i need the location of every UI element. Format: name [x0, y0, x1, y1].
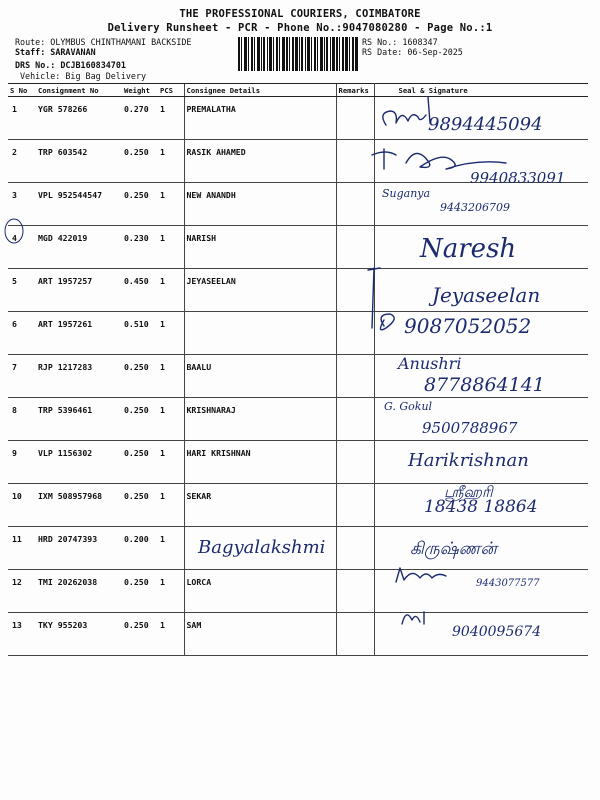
cell-weight: 0.200 [122, 527, 158, 570]
cell-consignee: PREMALATHA [184, 97, 336, 140]
cell-sno: 9 [8, 441, 36, 484]
table-row [8, 441, 588, 484]
cell-pcs: 1 [158, 484, 184, 527]
name-row3: Suganya [382, 187, 431, 200]
cell-pcs: 1 [158, 570, 184, 613]
cell-sno: 4 [8, 226, 36, 269]
table-row [8, 183, 588, 226]
cell-weight: 0.250 [122, 140, 158, 183]
cell-remarks [336, 269, 374, 312]
name-row5: Jeyaseelan [432, 283, 541, 307]
name-row7: Anushri [398, 354, 462, 373]
cell-seal-signature [374, 484, 588, 527]
cell-pcs: 1 [158, 527, 184, 570]
cell-remarks [336, 484, 374, 527]
cell-consignee: NEW ANANDH [184, 183, 336, 226]
cell-seal-signature [374, 97, 588, 140]
table-row [8, 570, 588, 613]
cell-sno: 6 [8, 312, 36, 355]
rs-number: RS No.: 1608347 [362, 37, 438, 47]
cell-consignment-no: VPL 952544547 [36, 183, 122, 226]
cell-seal-signature [374, 613, 588, 656]
cell-consignee: NARISH [184, 226, 336, 269]
cell-seal-signature [374, 312, 588, 355]
table-row [8, 140, 588, 183]
table-row [8, 484, 588, 527]
cell-consignee: RASIK AHAMED [184, 140, 336, 183]
col-header-consignee: Consignee Details [184, 84, 336, 97]
cell-seal-signature [374, 226, 588, 269]
cell-sno: 2 [8, 140, 36, 183]
cell-weight: 0.250 [122, 398, 158, 441]
cell-sno: 1 [8, 97, 36, 140]
cell-remarks [336, 97, 374, 140]
cell-consignee: LORCA [184, 570, 336, 613]
cell-consignment-no: VLP 1156302 [36, 441, 122, 484]
table-body [8, 97, 588, 656]
cell-consignment-no: TRP 5396461 [36, 398, 122, 441]
cell-pcs: 1 [158, 312, 184, 355]
cell-weight: 0.250 [122, 355, 158, 398]
cell-weight: 0.250 [122, 484, 158, 527]
cell-weight: 0.270 [122, 97, 158, 140]
cell-pcs: 1 [158, 441, 184, 484]
cell-sno: 5 [8, 269, 36, 312]
table-row [8, 269, 588, 312]
table-row [8, 355, 588, 398]
cell-consignment-no: TRP 603542 [36, 140, 122, 183]
phone-row7: 8778864141 [424, 374, 545, 396]
col-header-weight: Weight [122, 84, 158, 97]
name-row9: Harikrishnan [408, 450, 529, 471]
phone-row13: 9040095674 [452, 624, 542, 640]
cell-consignment-no: YGR 578266 [36, 97, 122, 140]
name-row4: Naresh [420, 234, 517, 264]
table-row [8, 527, 588, 570]
col-header-seal: Seal & Signature [374, 84, 588, 97]
cell-remarks [336, 398, 374, 441]
cell-seal-signature [374, 527, 588, 570]
table-row [8, 613, 588, 656]
cell-consignment-no: IXM 508957968 [36, 484, 122, 527]
cell-remarks [336, 441, 374, 484]
cell-weight: 0.250 [122, 613, 158, 656]
cell-seal-signature [374, 355, 588, 398]
cell-remarks [336, 140, 374, 183]
phone-row12: 9443077577 [476, 578, 540, 589]
cell-remarks [336, 570, 374, 613]
cell-consignee: SAM [184, 613, 336, 656]
cell-sno: 3 [8, 183, 36, 226]
company-title: THE PROFESSIONAL COURIERS, COIMBATORE [179, 8, 421, 20]
cell-pcs: 1 [158, 183, 184, 226]
cell-weight: 0.250 [122, 441, 158, 484]
name-row8: G. Gokul [384, 400, 433, 413]
cell-consignment-no: RJP 1217283 [36, 355, 122, 398]
table-row [8, 312, 588, 355]
cell-consignment-no: MGD 422019 [36, 226, 122, 269]
cell-consignment-no: HRD 20747393 [36, 527, 122, 570]
cell-remarks [336, 355, 374, 398]
phone-row2: 9940833091 [470, 169, 566, 187]
cell-weight: 0.250 [122, 570, 158, 613]
cell-consignee [184, 527, 336, 570]
cell-seal-signature [374, 570, 588, 613]
cell-seal-signature [374, 183, 588, 226]
drs-number: DRS No.: DCJB160834701 [15, 60, 126, 70]
rs-date: RS Date: 06-Sep-2025 [362, 47, 463, 57]
consignee-row11-handwritten: Bagyalakshmi [198, 537, 326, 558]
phone-row3: 9443206709 [440, 201, 510, 214]
cell-pcs: 1 [158, 140, 184, 183]
col-header-consignment: Consignment No [36, 84, 122, 97]
cell-weight: 0.450 [122, 269, 158, 312]
signature-row11: கிருஷ்ணன் [410, 539, 497, 559]
cell-pcs: 1 [158, 97, 184, 140]
cell-sno: 10 [8, 484, 36, 527]
phone-row6: 9087052052 [404, 314, 532, 338]
cell-seal-signature [374, 398, 588, 441]
cell-consignment-no: ART 1957261 [36, 312, 122, 355]
col-header-remarks: Remarks [336, 84, 374, 97]
cell-seal-signature [374, 140, 588, 183]
cell-consignee: KRISHNARAJ [184, 398, 336, 441]
cell-seal-signature [374, 269, 588, 312]
runsheet-table [8, 83, 588, 656]
cell-consignee: JEYASEELAN [184, 269, 336, 312]
phone-row8: 9500788967 [422, 419, 518, 437]
table-row [8, 97, 588, 140]
cell-consignee [184, 312, 336, 355]
cell-consignment-no: TMI 20262038 [36, 570, 122, 613]
cell-consignee: BAALU [184, 355, 336, 398]
cell-consignment-no: ART 1957257 [36, 269, 122, 312]
cell-seal-signature [374, 441, 588, 484]
cell-consignment-no: TKY 955203 [36, 613, 122, 656]
name-row10: ஸ்ரீஹரி [444, 483, 493, 501]
phone-row1: 9894445094 [428, 114, 543, 135]
table-row [8, 398, 588, 441]
phone-row10: 18438 18864 [424, 497, 538, 517]
col-header-pcs: PCS [158, 84, 184, 97]
cell-remarks [336, 527, 374, 570]
col-header-sno: S No [8, 84, 36, 97]
table-row [8, 226, 588, 269]
cell-pcs: 1 [158, 355, 184, 398]
cell-sno: 13 [8, 613, 36, 656]
cell-remarks [336, 183, 374, 226]
cell-remarks [336, 613, 374, 656]
cell-weight: 0.230 [122, 226, 158, 269]
runsheet-subtitle: Delivery Runsheet - PCR - Phone No.:9047080280 - Page No.:1 [107, 22, 493, 34]
route-label: Route: OLYMBUS CHINTHAMANI BACKSIDE [15, 37, 192, 47]
cell-pcs: 1 [158, 226, 184, 269]
cell-remarks [336, 226, 374, 269]
cell-sno: 12 [8, 570, 36, 613]
cell-sno: 11 [8, 527, 36, 570]
barcode-image [238, 37, 358, 71]
cell-weight: 0.250 [122, 183, 158, 226]
cell-sno: 7 [8, 355, 36, 398]
cell-weight: 0.510 [122, 312, 158, 355]
staff-label: Staff: SARAVANAN [15, 47, 96, 57]
vehicle-label: Vehicle: Big Bag Delivery [20, 71, 147, 81]
cell-consignee: HARI KRISHNAN [184, 441, 336, 484]
table-header-row [8, 84, 588, 97]
cell-consignee: SEKAR [184, 484, 336, 527]
cell-remarks [336, 312, 374, 355]
cell-pcs: 1 [158, 613, 184, 656]
cell-sno: 8 [8, 398, 36, 441]
cell-pcs: 1 [158, 398, 184, 441]
cell-pcs: 1 [158, 269, 184, 312]
